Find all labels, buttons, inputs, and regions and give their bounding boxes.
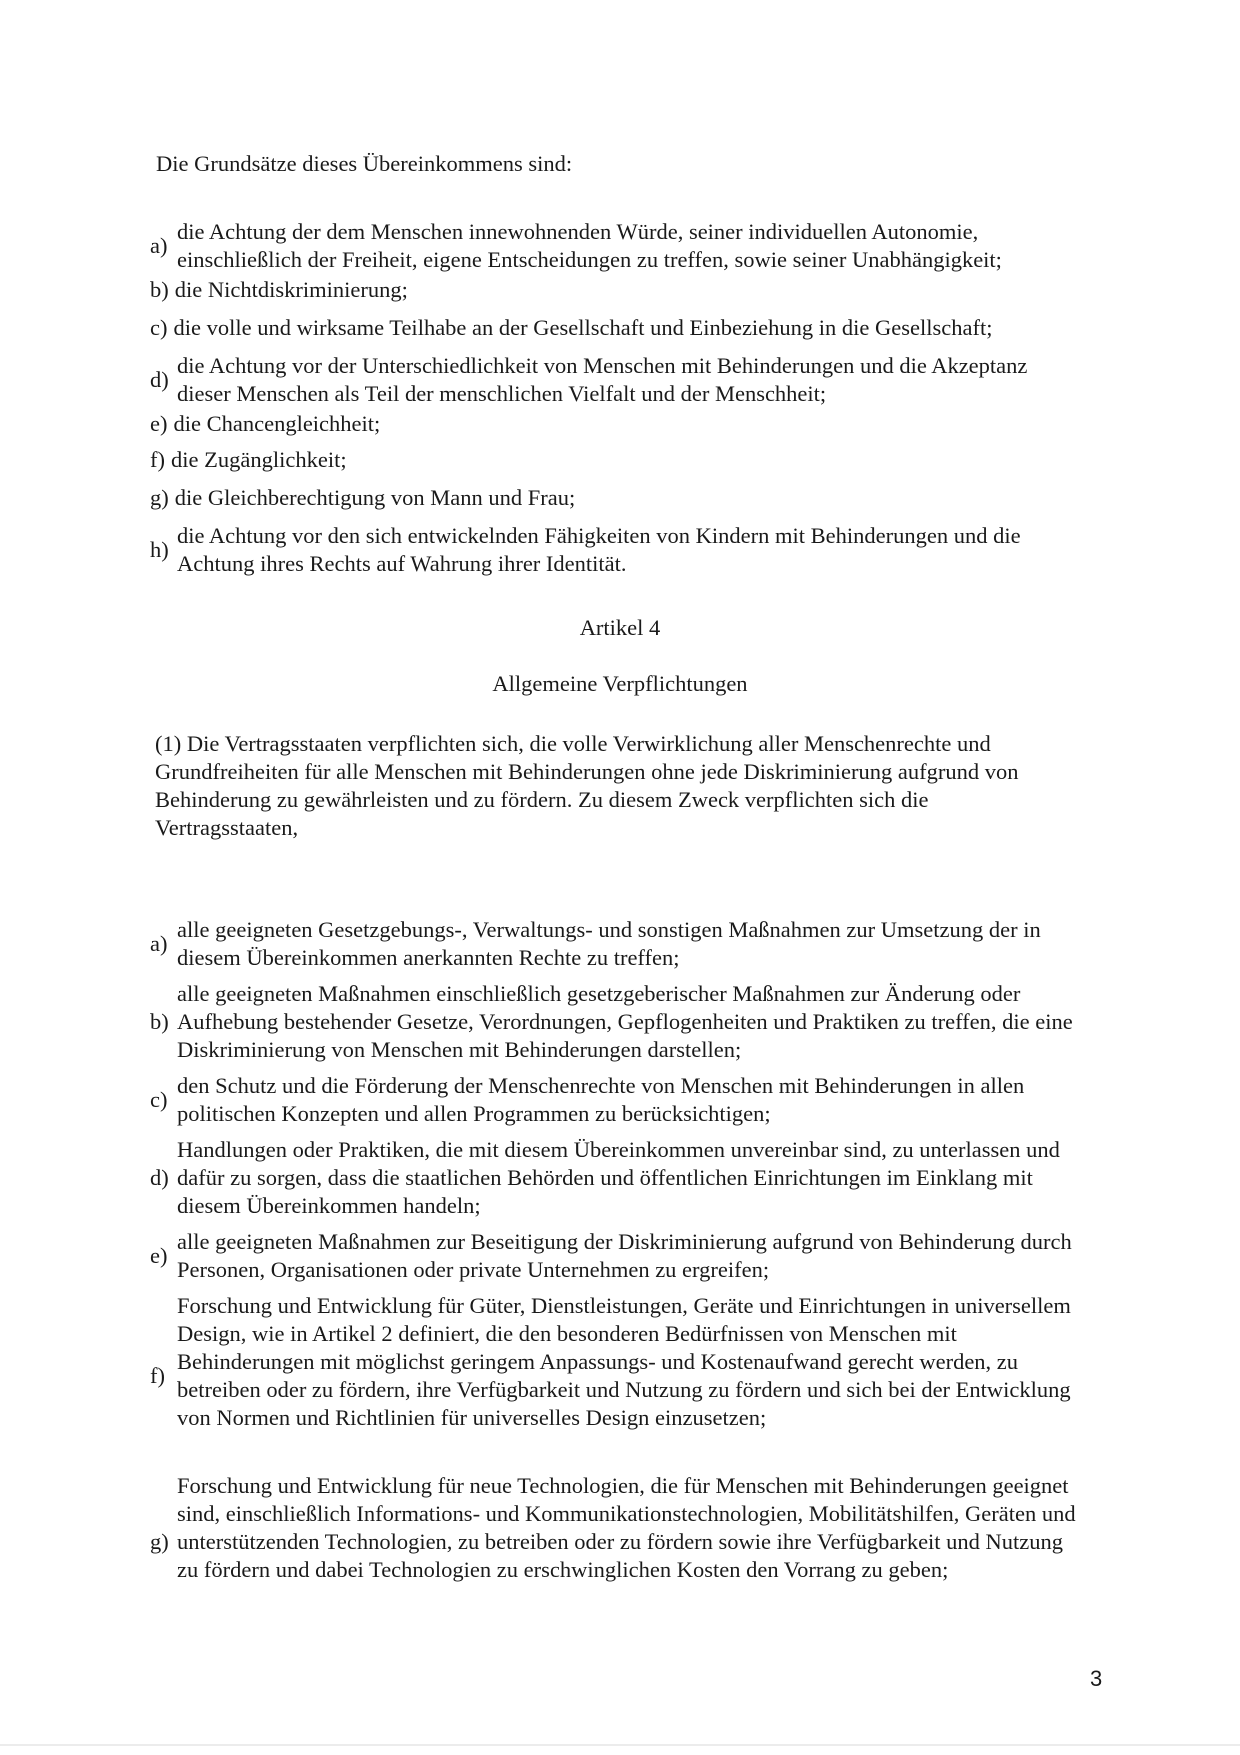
- obligation-text: den Schutz und die Förderung der Menschenrechte von Menschen mit Behinderungen in allen politischen Konzepten und allen Programmen zu berücksichtigen;: [177, 1073, 1025, 1126]
- obligation-label: f): [150, 1363, 165, 1388]
- obligation-item-d: [150, 1136, 1090, 1220]
- principle-item-b: [150, 276, 1090, 304]
- principle-text: die Achtung vor den sich entwickelnden Fähigkeiten von Kindern mit Behinderungen und die Achtung ihres Rechts auf Wahrung ihrer Identität.: [177, 523, 1021, 576]
- principle-text: die Nichtdiskriminierung;: [174, 277, 408, 302]
- article-number: Artikel 4: [579, 615, 661, 640]
- obligation-item-a: [150, 916, 1090, 972]
- principle-item-c: [150, 314, 1090, 342]
- principle-text: die Gleichberechtigung von Mann und Frau;: [174, 485, 576, 510]
- obligation-label: g): [150, 1529, 169, 1554]
- principle-text: die Achtung vor der Unterschiedlichkeit von Menschen mit Behinderungen und die Akzeptanz dieser Menschen als Teil der menschlichen Vielfalt und der Menschheit;: [177, 353, 1028, 406]
- principle-item-h: [150, 522, 1090, 578]
- principle-item-a: [150, 218, 1090, 274]
- obligation-label: d): [150, 1165, 169, 1190]
- obligation-text: Handlungen oder Praktiken, die mit diesem Übereinkommen unvereinbar sind, zu unterlassen und dafür zu sorgen, dass die staatlichen Behörden und öffentlichen Einrichtungen im Einklang mit diesem Übereinkommen handeln;: [177, 1137, 1060, 1218]
- obligation-text: alle geeigneten Maßnahmen zur Beseitigung der Diskriminierung aufgrund von Behinderung durch Personen, Organisationen oder private Unternehmen zu ergreifen;: [177, 1229, 1072, 1282]
- principle-item-d: [150, 352, 1090, 408]
- principle-text: die Chancengleichheit;: [173, 411, 381, 436]
- principle-label: b): [150, 277, 169, 302]
- principle-label: h): [150, 537, 169, 562]
- obligation-item-c: [150, 1072, 1090, 1128]
- article-paragraph: (1) Die Vertragsstaaten verpflichten sich, die volle Verwirklichung aller Menschenrechte und Grundfreiheiten für alle Menschen mit Behinderungen ohne jede Diskriminierung aufgrund von Behinderung zu gewährleisten und zu fördern. Zu diesem Zweck verpflichten sich die Vertragsstaaten,: [155, 731, 1019, 840]
- principle-label: c): [150, 315, 168, 340]
- obligation-item-b: [150, 980, 1090, 1064]
- obligation-label: b): [150, 1009, 169, 1034]
- obligation-label: c): [150, 1087, 168, 1112]
- obligation-text: alle geeigneten Gesetzgebungs-, Verwaltungs- und sonstigen Maßnahmen zur Umsetzung der in diesem Übereinkommen anerkannten Rechte zu treffen;: [177, 917, 1041, 970]
- obligation-item-f: [150, 1292, 1090, 1460]
- principle-label: a): [150, 233, 168, 258]
- page-number: 3: [1090, 1666, 1103, 1691]
- obligation-text: Forschung und Entwicklung für Güter, Dienstleistungen, Geräte und Einrichtungen in universellem Design, wie in Artikel 2 definiert, die den besonderen Bedürfnissen von Menschen mit Behinderungen mit möglichst geringem Anpassungs- und Kostenaufwand gerecht werden, zu betreiben oder zu fördern, ihre Verfügbarkeit und Nutzung zu fördern und sich bei der Entwicklung von Normen und Richtlinien für universelles Design einzusetzen;: [177, 1293, 1071, 1430]
- obligation-text: alle geeigneten Maßnahmen einschließlich gesetzgeberischer Maßnahmen zur Änderung oder Aufhebung bestehender Gesetze, Verordnungen, Gepflogenheiten und Praktiken zu treffen, die eine Diskriminierung von Menschen mit Behinderungen darstellen;: [177, 981, 1073, 1062]
- scan-edge-divider: [0, 1744, 1240, 1746]
- principle-label: e): [150, 411, 168, 436]
- principle-text: die Zugänglichkeit;: [171, 447, 347, 472]
- principle-text: die volle und wirksame Teilhabe an der Gesellschaft und Einbeziehung in die Gesellschaft;: [173, 315, 993, 340]
- obligation-label: e): [150, 1243, 168, 1268]
- principle-label: f): [150, 447, 165, 472]
- obligation-text: Forschung und Entwicklung für neue Technologien, die für Menschen mit Behinderungen geeignet sind, einschließlich Informations- und Kommunikationstechnologien, Mobilitätshilfen, Geräten und unterstützenden Technologien, zu betreiben oder zu fördern sowie ihre Verfügbarkeit und Nutzung zu fördern und dabei Technologien zu erschwinglichen Kosten den Vorrang zu geben;: [177, 1473, 1076, 1582]
- principle-label: d): [150, 367, 169, 392]
- obligation-item-e: [150, 1228, 1090, 1284]
- principle-item-f: [150, 446, 1090, 474]
- principle-text: die Achtung der dem Menschen innewohnenden Würde, seiner individuellen Autonomie, einschließlich der Freiheit, eigene Entscheidungen zu treffen, sowie seiner Unabhängigkeit;: [177, 219, 1002, 272]
- obligation-label: a): [150, 931, 168, 956]
- obligation-item-g: [150, 1472, 1090, 1612]
- principle-item-g: [150, 484, 1090, 512]
- article-title: Allgemeine Verpflichtungen: [492, 671, 748, 696]
- principle-label: g): [150, 485, 169, 510]
- principle-item-e: [150, 410, 1090, 438]
- intro-text: Die Grundsätze dieses Übereinkommens sind:: [156, 151, 573, 176]
